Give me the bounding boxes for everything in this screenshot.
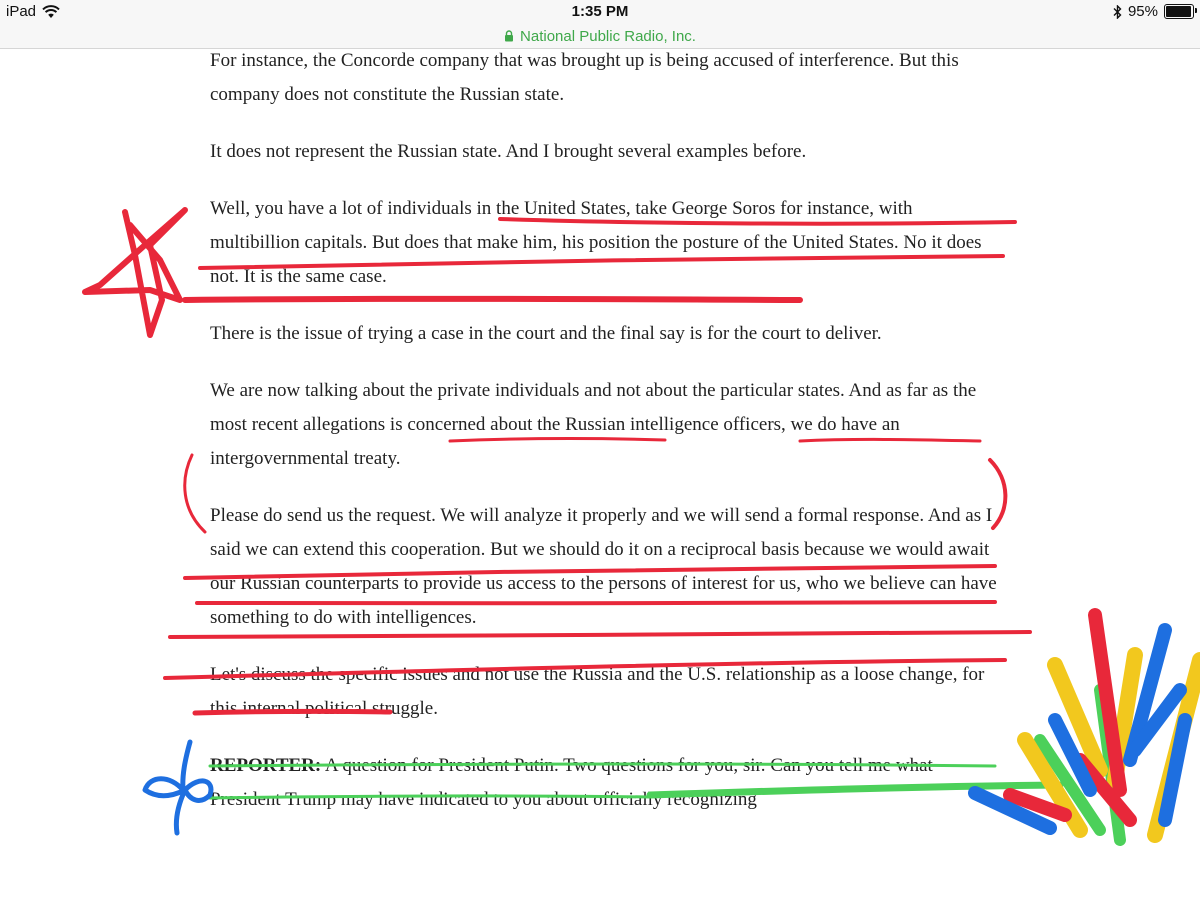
paragraph: Well, you have a lot of individuals in the United States, take George Soros for instance, with multibillion capitals. But does that make him, his position the posture of the United States. No it does not. It is the same case.	[210, 198, 982, 287]
scribble-stroke	[1165, 720, 1185, 820]
status-time: 1:35 PM	[571, 3, 629, 20]
scribble-stroke	[1115, 655, 1135, 780]
battery-percent: 95%	[1127, 3, 1158, 20]
scribble-stroke	[1010, 795, 1065, 815]
paragraph: We are now talking about the private individuals and not about the particular states. And as far as the most recent allegations is concerned about the Russian intelligence officers, we do have an intergovernmental treaty.	[210, 380, 977, 469]
scribble-stroke	[1095, 615, 1120, 790]
article-body	[210, 44, 1000, 840]
reporter-question: A question for President Putin. Two questions for you, sir. Can you tell me what President Trump may have indicated to you about officially recognizing	[210, 755, 933, 810]
lock-icon	[504, 30, 514, 42]
battery-icon	[1164, 4, 1194, 19]
scribble-stroke	[1055, 720, 1090, 790]
scribble-stroke	[1040, 740, 1100, 830]
paragraph: It does not represent the Russian state. And I brought several examples before.	[210, 141, 807, 162]
scribble-stroke	[1080, 760, 1130, 820]
paragraph: Let's discuss the specific issues and not use the Russia and the U.S. relationship as a loose change, for this internal political struggle.	[210, 664, 985, 719]
red-bracket	[185, 455, 205, 532]
scribble-stroke	[1155, 660, 1200, 835]
device-name: iPad	[6, 3, 37, 20]
paragraph: Please do send us the request. We will analyze it properly and we will send a formal response. And as I said we can extend this cooperation. But we should do it on a reciprocal basis because we would await our Russian counterparts to provide us access to the persons of interest for us, who we believe can have something to do with intelligences.	[210, 505, 997, 628]
bluetooth-icon	[1113, 5, 1122, 19]
speaker-label: REPORTER:	[210, 755, 322, 776]
paragraph: For instance, the Concorde company that was brought up is being accused of interference. But this company does not constitute the Russian state.	[210, 50, 959, 105]
status-bar	[0, 0, 1200, 24]
red-star-doodle	[85, 210, 185, 335]
blue-flower-doodle	[145, 742, 211, 833]
battery-level	[1166, 6, 1191, 17]
scribble-stroke	[1135, 690, 1180, 750]
paragraph: There is the issue of trying a case in the court and the final say is for the court to deliver.	[210, 323, 882, 344]
scribble-stroke	[1100, 690, 1120, 840]
status-right	[1113, 3, 1194, 20]
scribble-stroke	[1130, 630, 1165, 760]
scribble-stroke	[1025, 740, 1080, 830]
reporter-paragraph	[210, 749, 1000, 817]
scribble-stroke	[1055, 665, 1100, 770]
site-name: National Public Radio, Inc.	[520, 27, 696, 45]
